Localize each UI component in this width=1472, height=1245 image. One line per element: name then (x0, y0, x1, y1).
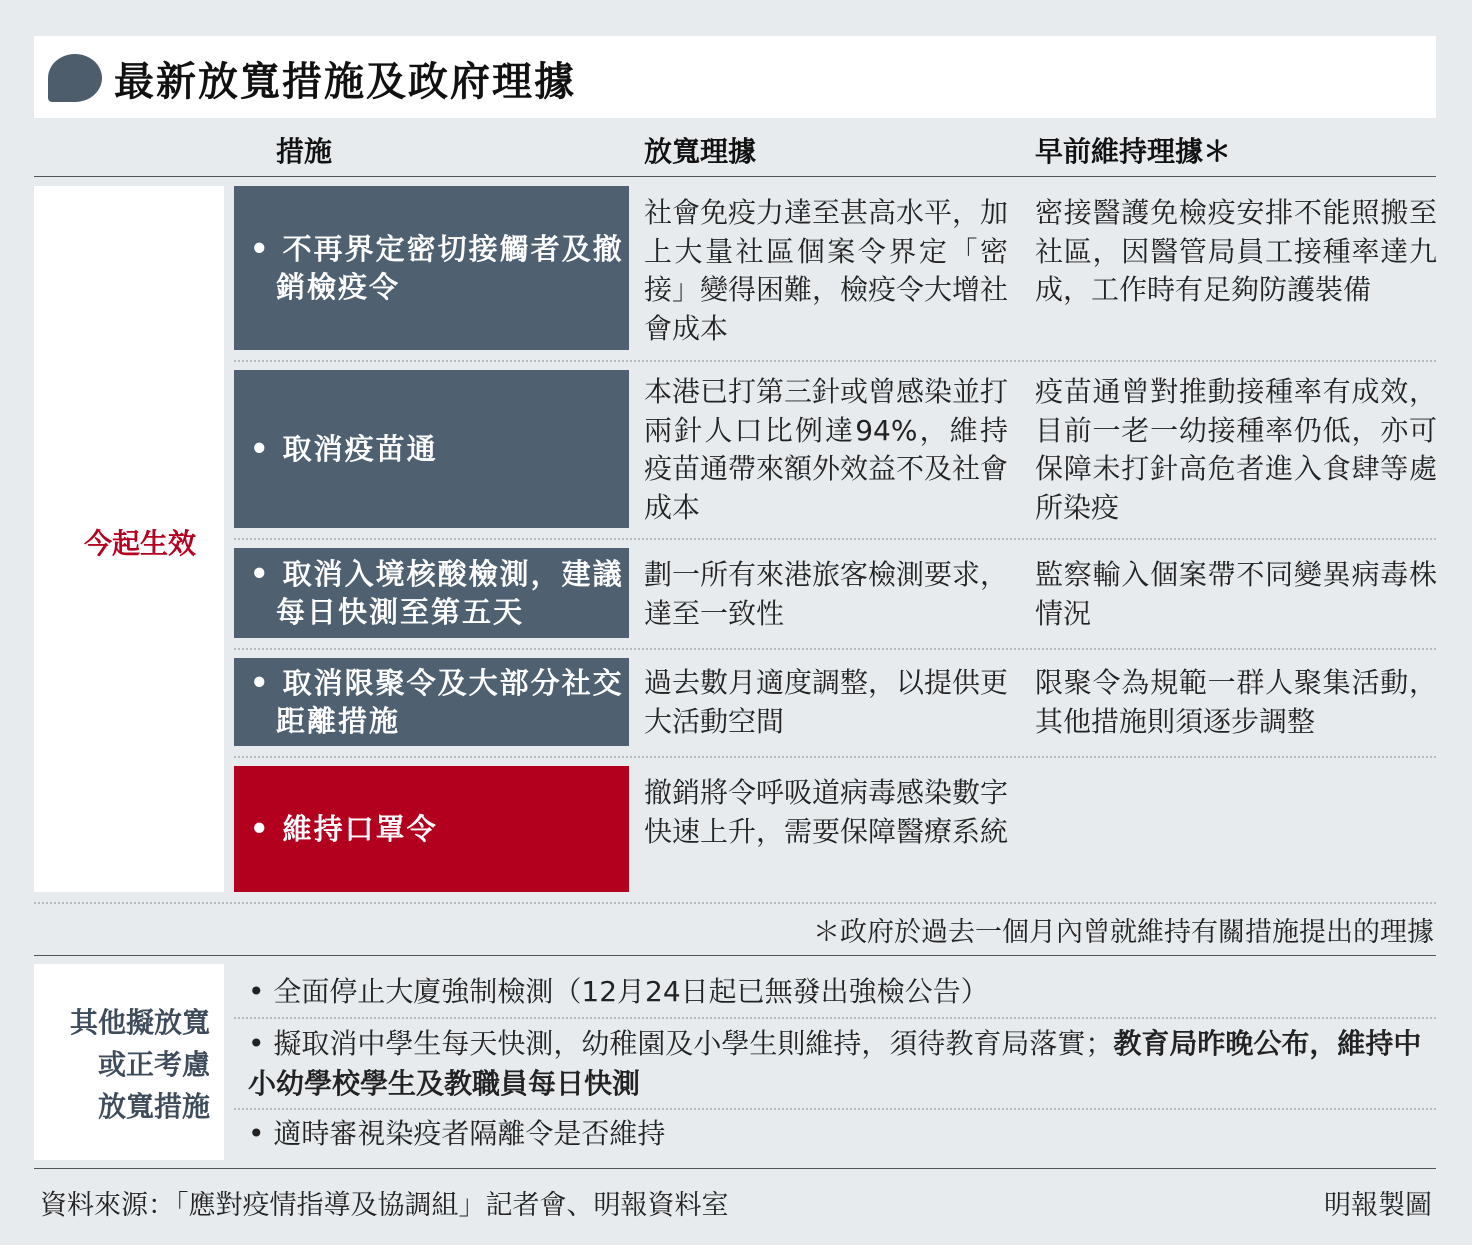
footnote: ＊政府於過去一個月內曾就維持有關措施提出的理據 (813, 917, 1434, 948)
header-measure: 措施 (276, 135, 333, 168)
footnote-rule (34, 955, 1436, 956)
measure-row-1 (234, 186, 629, 350)
row-divider (234, 360, 1436, 362)
title-bar (34, 36, 1436, 118)
other-item-text: • 擬取消中學生每天快測，幼稚園及小學生則維持，須待教育局落實； (248, 1027, 1114, 1060)
group-other-label-line: 或正考慮 (97, 1048, 210, 1081)
header-prior-reason: 早前維持理據＊ (1035, 135, 1232, 168)
measure-row-2 (234, 370, 629, 528)
measure-text: • 取消入境核酸檢測，建議每日快測至第五天 (250, 557, 624, 629)
prior-reason-row-4: 限聚令為規範一群人聚集活動，其他措施則須逐步調整 (1035, 666, 1437, 738)
group-effective-box (34, 186, 224, 892)
relax-reason-row-2: 本港已打第三針或曾感染並打兩針人口比例達94%，維持疫苗通帶來額外效益不及社會成本 (644, 375, 1009, 524)
group-other-label-line: 其他擬放寬 (69, 1006, 210, 1039)
relax-reason-row-3: 劃一所有來港旅客檢測要求，達至一致性 (644, 558, 1009, 630)
row-divider (234, 538, 1436, 540)
header-relax-reason: 放寬理據 (644, 135, 757, 168)
other-item-1 (248, 972, 1438, 1012)
measure-text: • 維持口罩令 (250, 812, 438, 846)
row-divider (234, 756, 1436, 758)
measure-text: • 取消限聚令及大部分社交距離措施 (250, 666, 624, 738)
relax-reason-row-1: 社會免疫力達至甚高水平，加上大量社區個案令界定「密接」變得困難，檢疫令大增社會成本 (644, 196, 1009, 345)
measure-row-5 (234, 766, 629, 892)
measure-row-4 (234, 658, 629, 746)
relax-reason-row-4: 過去數月適度調整，以提供更大活動空間 (644, 666, 1009, 738)
prior-reason-row-1: 密接醫護免檢疫安排不能照搬至社區，因醫管局員工接種率達九成，工作時有足夠防護裝備 (1035, 196, 1437, 306)
graphic-credit: 明報製圖 (1324, 1190, 1432, 1221)
prior-reason-row-3: 監察輸入個案帶不同變異病毒株情況 (1035, 558, 1437, 630)
group-other-label (70, 1002, 210, 1128)
other-item-bold-text: 教育局昨晚公布，維持中小幼學校學生及教職員每日快測 (248, 1027, 1422, 1100)
group-effective-label: 今起生效 (84, 527, 197, 560)
other-item-text: • 適時審視染疫者隔離令是否維持 (248, 1117, 666, 1150)
group-other-label-line: 放寬措施 (97, 1090, 210, 1123)
other-item-3 (248, 1114, 1438, 1154)
row-divider (234, 648, 1436, 650)
other-item-text: • 全面停止大廈強制檢測（12月24日起已無發出強檢公告） (248, 975, 989, 1008)
header-rule (34, 176, 1436, 177)
row-divider (234, 1108, 1436, 1110)
measure-text: • 取消疫苗通 (250, 432, 438, 466)
measure-row-3 (234, 548, 629, 638)
page-title: 最新放寬措施及政府理據 (114, 58, 576, 105)
measure-text: • 不再界定密切接觸者及撤銷檢疫令 (250, 232, 624, 304)
row-divider (234, 1017, 1436, 1019)
section-divider (34, 902, 1436, 904)
prior-reason-row-2: 疫苗通曾對推動接種率有成效，目前一老一幼接種率仍低，亦可保障未打針高危者進入食肆等處所染疫 (1035, 375, 1437, 524)
other-item-2 (248, 1024, 1438, 1104)
speech-bubble-icon (48, 54, 102, 102)
source-note: 資料來源：「應對疫情指導及協調組」記者會、明報資料室 (40, 1190, 729, 1221)
relax-reason-row-5: 撤銷將令呼吸道病毒感染數字快速上升，需要保障醫療系統 (644, 776, 1009, 848)
group-other-box (34, 964, 224, 1160)
source-rule (34, 1168, 1436, 1169)
